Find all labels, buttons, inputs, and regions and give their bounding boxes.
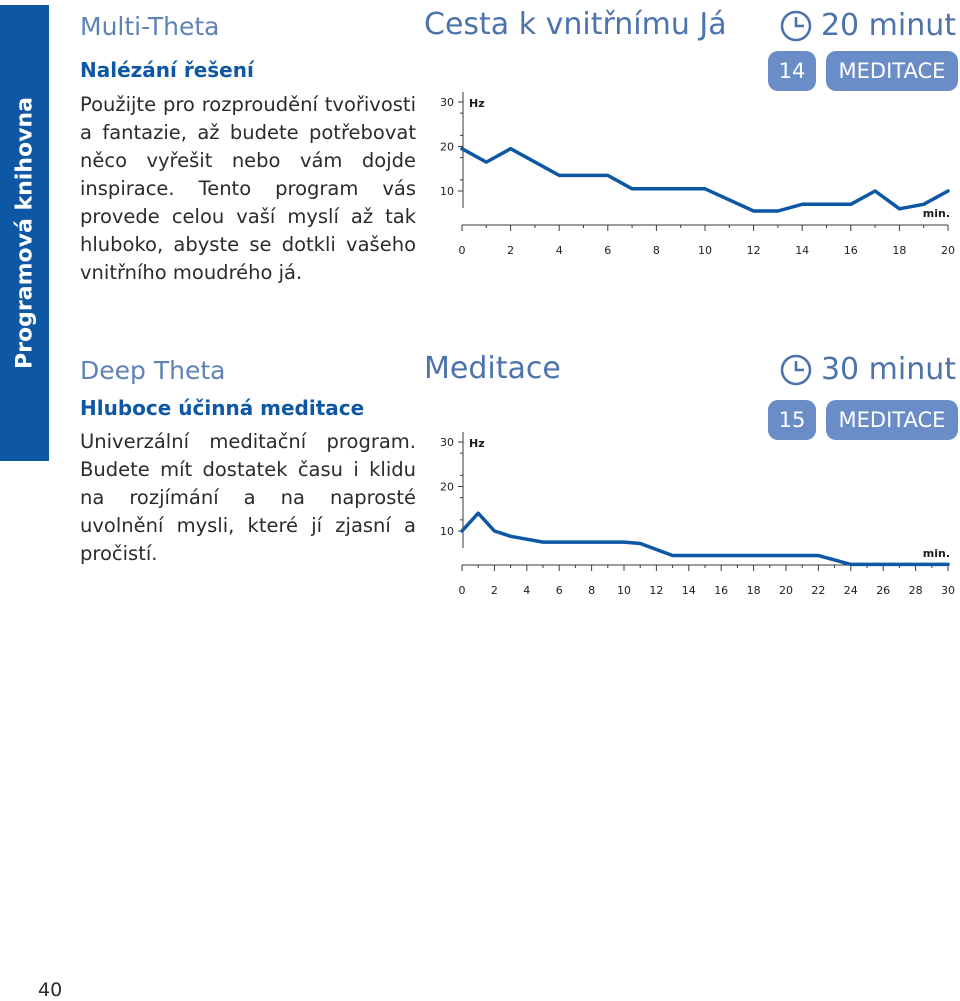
series-line <box>462 513 948 564</box>
session-title: Cesta k vnitřnímu Já <box>424 7 727 42</box>
x-tick-label: 0 <box>458 244 466 257</box>
x-tick-label: 28 <box>908 584 923 597</box>
x-tick-label: 8 <box>652 244 660 257</box>
duration-label: 20 minut <box>820 8 956 43</box>
duration <box>779 352 956 387</box>
frequency-chart <box>424 428 960 608</box>
y-tick-label: 20 <box>440 480 454 494</box>
x-tick-label: 16 <box>843 244 858 257</box>
x-tick-label: 30 <box>941 584 955 597</box>
x-tick-label: 14 <box>795 244 810 257</box>
side-tab-label: Programová knihovna <box>12 97 37 369</box>
y-axis-label: Hz <box>469 437 485 450</box>
x-tick-label: 4 <box>555 244 563 257</box>
program-title: Deep Theta <box>80 356 226 385</box>
page-number: 40 <box>38 979 63 1001</box>
x-tick-label: 2 <box>490 584 498 597</box>
program-title: Multi-Theta <box>80 12 220 41</box>
x-tick-label: 10 <box>617 584 631 597</box>
x-tick-label: 18 <box>746 584 761 597</box>
series-line <box>462 149 948 211</box>
x-tick-label: 6 <box>555 584 563 597</box>
x-tick-label: 26 <box>876 584 891 597</box>
frequency-chart <box>424 88 960 268</box>
clock-icon <box>779 9 813 43</box>
x-tick-label: 2 <box>507 244 515 257</box>
x-axis-label: min. <box>922 207 950 220</box>
y-tick-label: 20 <box>440 140 454 154</box>
x-tick-label: 12 <box>649 584 664 597</box>
x-tick-label: 20 <box>941 244 955 257</box>
category-badge: MEDITACE <box>826 51 958 91</box>
x-tick-label: 22 <box>811 584 826 597</box>
x-tick-label: 10 <box>698 244 712 257</box>
x-tick-label: 20 <box>779 584 793 597</box>
x-tick-label: 8 <box>588 584 596 597</box>
program-number-badge: 15 <box>768 400 816 440</box>
program-subtitle: Hluboce účinná meditace <box>80 396 365 420</box>
x-tick-label: 24 <box>843 584 858 597</box>
session-title: Meditace <box>424 351 561 386</box>
side-tab <box>0 5 49 461</box>
x-tick-label: 6 <box>604 244 612 257</box>
x-axis-label: min. <box>922 547 950 560</box>
duration <box>779 8 956 43</box>
program-number-badge: 14 <box>768 51 816 91</box>
clock-icon <box>779 353 813 387</box>
x-tick-label: 12 <box>746 244 761 257</box>
program-description: Univerzální meditační program. Budete mít dostatek času i klidu na rozjímání a na naprosté uvolnění mysli, které jí zjasní a pročistí. <box>80 430 416 565</box>
x-tick-label: 18 <box>892 244 907 257</box>
category-badge: MEDITACE <box>826 400 958 440</box>
y-tick-label: 10 <box>440 525 454 538</box>
program-subtitle: Nalézání řešení <box>80 58 254 82</box>
y-axis-label: Hz <box>469 97 485 110</box>
y-tick-label: 30 <box>440 436 454 449</box>
duration-label: 30 minut <box>820 352 956 387</box>
x-tick-label: 0 <box>458 584 466 597</box>
y-tick-label: 30 <box>440 96 454 109</box>
x-tick-label: 14 <box>681 584 696 597</box>
x-tick-label: 4 <box>523 584 531 597</box>
program-description: Použijte pro rozproudění tvořivosti a fantazie, až budete potřebovat něco vyřešit nebo vám dojde inspirace. Tento program vás provede celou vaší myslí až tak hluboko, abyste se dotkli vašeho vnitřního moudrého já. <box>80 93 416 284</box>
y-tick-label: 10 <box>440 185 454 198</box>
x-tick-label: 16 <box>714 584 729 597</box>
